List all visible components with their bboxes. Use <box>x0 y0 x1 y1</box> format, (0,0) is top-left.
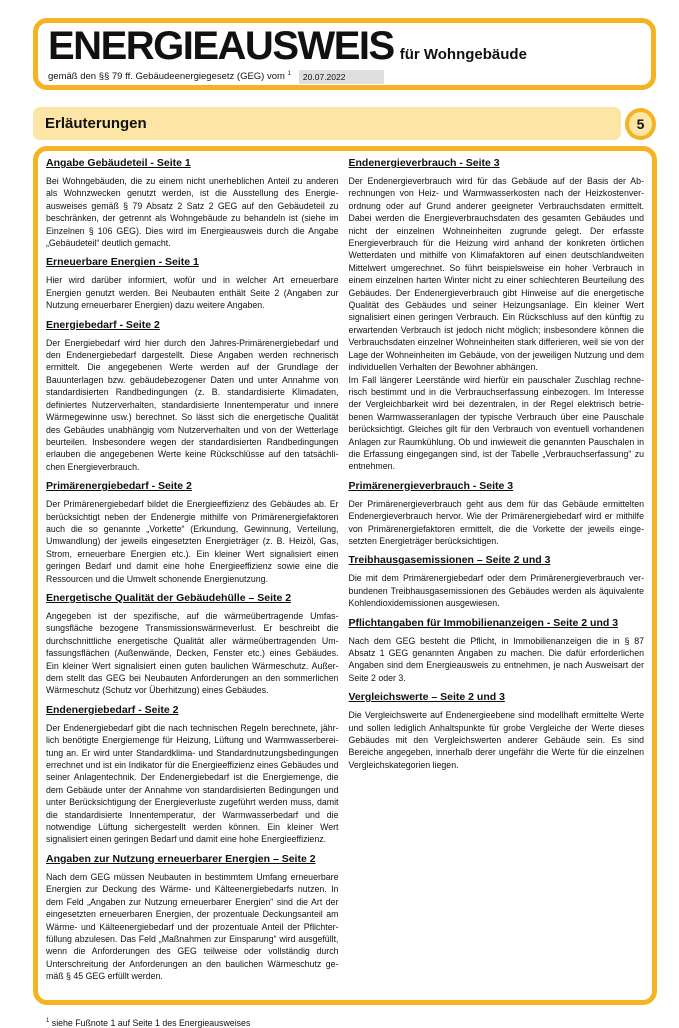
section-paragraph: Angegeben ist der spezifische, auf die wärmeübertragende Umfassungsfläche bezogene Transmissionswärmeverlust. Er beschreibt die durchschnittliche energetische Qualität aller wärmeübertragenden Umfassungsflächen (Außenwände, Decken, Fenster etc.) eines Gebäudes. Ein kleiner Wert signalisiert einen guten baulichen Wärmeschutz. Außerdem stellt das GEG bei Neubauten Anforderungen an den sommerlichen Wärmeschutz (Schutz vor Überhitzung) eines Gebäudes. <box>46 610 339 696</box>
right-column <box>349 157 645 990</box>
section-paragraph: Nach dem GEG besteht die Pflicht, in Immobilienanzeigen die in § 87 Absatz 1 GEG genannten Angaben zu machen. Die dafür erforderlichen Angaben sind dem Energieausweis zu entnehmen, je nach Ausweisart der Seite 2 oder 3. <box>348 635 644 683</box>
section-paragraph: Der Endenergieverbrauch wird für das Gebäude auf der Basis der Abrechnungen von Heiz- und Warmwasserkosten nach der Heizkostenverordnung oder auf Grund anderer geeigneter Verbrauchsdaten ermittelt. Dabei werden die Energieverbrauchsdaten des gesamten Gebäudes und nicht der einzelnen Wohneinheiten zugrunde gelegt. Der erfasste Energieverbrauch für die Heizung wird anhand der konkreten örtlichen Wetterdaten und mithilfe von Klimafaktoren auf einen deutschlandweiten Mittelwert umgerechnet. So führt beispielsweise ein hoher Verbrauch in einem einzelnen harten Winter nicht zu einer schlechteren Beurteilung des Gebäudes. Der Endenergieverbrauch gibt Hinweise auf die energetische Qualität des Gebäudes und seiner Heizungsanlage. Ein kleiner Wert signalisiert einen geringen Verbrauch. Ein Rückschluss auf den künftig zu erwartenden Verbrauch ist jedoch nicht möglich; insbesondere können die Verbrauchsdaten einzelner Wohneinheiten stark differieren, weil sie von der Lage der Wohneinheiten im Gebäude, von der jeweiligen Nutzung und dem individuellen Verhalten der Bewohner abhängen. <box>348 176 644 373</box>
section-paragraph: Der Primärenergieverbrauch geht aus dem für das Gebäude ermittelten Endenergieverbrauch hervor. Wie der Primärenergiebedarf wird er mithilfe von Primärenergiefaktoren ermittelt, die die Vorkette der jeweils eingesetzten Energieträger berücksichtigen. <box>348 498 644 546</box>
section-heading: Endenergiebedarf - Seite 2 <box>46 703 179 716</box>
law-reference <box>48 71 291 82</box>
left-column <box>46 157 339 990</box>
page-number-badge: 5 <box>625 108 656 140</box>
section-paragraph: Der Energiebedarf wird hier durch den Jahres-Primärenergiebedarf und den Endenergiebedarf dargestellt. Diese Angaben werden rechnerisch ermittelt. Die angegebenen Werte werden auf der Grundlage der Bauunterlagen bzw. gebäudebezogener Daten und unter Annahme von standardisierten Randbedingungen (z. B. standardisierte Klimadaten, definiertes Nutzerverhalten, standardisierte Innentemperatur und innere Wärmegewinne usw.) berechnet. So lässt sich die energetische Qualität des Gebäudes unabhängig vom Nutzerverhalten und von der Wetterlage beurteilen. Insbesondere wegen der standardisierten Randbedingungen erlauben die angegebenen Werte keine Rückschlüsse auf den tatsächlichen Energieverbrauch. <box>46 337 339 472</box>
section-heading: Primärenergieverbrauch - Seite 3 <box>348 479 514 492</box>
document-title: ENERGIEAUSWEIS <box>48 24 394 68</box>
date-field[interactable]: 20.07.2022 <box>299 70 384 84</box>
footnote <box>46 1015 657 1028</box>
section-paragraph: Hier wird darüber informiert, wofür und in welcher Art erneuerbare Energien genutzt werden. Bei Neubauten enthält Seite 2 (Angaben zur Nutzung erneuerbarer Energien) dazu weitere Angaben. <box>46 275 339 311</box>
title-row <box>48 25 641 67</box>
section-paragraph: Im Fall längerer Leerstände wird hierfür ein pauschaler Zuschlag rechnerisch bestimmt und in die Verbrauchserfassung einbezogen. Im Interesse der Vergleichbarkeit wird bei dezentralen, in der Regel elektrisch betriebenen Warmwasseranlagen der typische Verbrauch über eine Pauschale berücksichtigt. Gleiches gilt für den Verbrauch von eventuell vorhandenen Anlagen zur Raumkühlung. Ob und inwieweit die genannten Pauschalen in die Erfassung eingegangen sind, ist der Tabelle „Verbrauchserfassung“ zu entnehmen. <box>348 374 644 472</box>
footnote-mark: 1 <box>287 71 291 78</box>
section-heading: Pflichtangaben für Immobilienanzeigen - Seite 2 und 3 <box>348 616 619 629</box>
section-title: Erläuterungen <box>33 107 621 140</box>
section-heading: Angabe Gebäudeteil - Seite 1 <box>46 157 191 169</box>
section-paragraph: Der Primärenergiebedarf bildet die Energieeffizienz des Gebäudes ab. Er berücksichtigt neben der Endenergie mithilfe von Primärenergiefaktoren auch die so genannte „Vorkette“ (Erkundung, Gewinnung, Verteilung, Umwandlung) der jeweils eingesetzten Energieträger (z. B. Heizöl, Gas, Strom, erneuerbare Energien etc.). Ein kleiner Wert signalisiert einen geringen Bedarf und damit eine hohe Energieeffizienz sowie eine die Ressourcen und die Umwelt schonende Energienutzung. <box>46 499 339 584</box>
section-paragraph: Die mit dem Primärenergiebedarf oder dem Primärenergieverbrauch verbundenen Treibhausgasemissionen des Gebäudes werden als äquivalente Kohlendioxidemissionen ausgewiesen. <box>348 573 644 609</box>
document-subtitle: für Wohngebäude <box>399 46 527 63</box>
document-header <box>33 18 656 90</box>
section-heading: Angaben zur Nutzung erneuerbarer Energien – Seite 2 <box>46 852 316 865</box>
footnote-number: 1 <box>46 1017 50 1024</box>
law-text: gemäß den §§ 79 ff. Gebäudeenergiegesetz (GEG) vom <box>48 71 285 83</box>
section-paragraph: Bei Wohngebäuden, die zu einem nicht unerheblichen Anteil zu anderen als Wohnzwecken genutzt werden, ist die Ausstellung des Energieausweises gemäß § 79 Absatz 2 Satz 2 GEG auf den Gebäudeteil zu beschränken, der getrennt als Wohngebäude zu behandeln ist (siehe im Einzelnen § 106 GEG). Dies wird im Energieausweis durch die Angabe „Gebäudeteil“ deutlich gemacht. <box>46 176 339 249</box>
explanations-box <box>33 146 657 1005</box>
section-heading: Energetische Qualität der Gebäudehülle – Seite 2 <box>46 591 292 604</box>
section-heading: Primärenergiebedarf - Seite 2 <box>46 480 192 493</box>
section-paragraph: Der Endenergiebedarf gibt die nach technischen Regeln berechnete, jährlich benötigte Energiemenge für Heizung, Lüftung und Warmwasserbereitung an. Er wird unter Standardklima- und Standardnutzungsbedingungen errechnet und ist ein Indikator für die Energieeffizienz eines Gebäudes und seiner Anlagentechnik. Der Endenergiebedarf ist die Energiemenge, die dem Gebäude unter der Annahme von standardisierten Bedingungen und unter Berücksichtigung der Energieverluste zugeführt werden muss, damit die standardisierte Innentemperatur, der Warmwasserbedarf und die notwendige Lüftung sichergestellt werden können. Ein kleiner Wert signalisiert einen geringen Bedarf und damit eine hohe Energieeffizienz. <box>46 722 339 845</box>
section-heading: Erneuerbare Energien - Seite 1 <box>46 256 199 269</box>
section-paragraph: Die Vergleichswerte auf Endenergieebene sind modellhaft ermittelte Werte und sollen lediglich Anhaltspunkte für grobe Vergleiche der Werte dieses Gebäudes mit den Vergleichswerten anderer Gebäude sein. Es sind Bereiche angegeben, innerhalb derer ungefähr die Werte für die einzelnen Vergleichskategorien liegen. <box>348 710 644 770</box>
footnote-text: siehe Fußnote 1 auf Seite 1 des Energieausweises <box>51 1017 251 1028</box>
section-heading: Treibhausgasemissionen – Seite 2 und 3 <box>348 554 551 567</box>
section-heading: Endenergieverbrauch - Seite 3 <box>348 157 500 169</box>
law-row <box>48 70 641 84</box>
section-heading: Energiebedarf - Seite 2 <box>46 318 160 331</box>
section-bar <box>33 107 656 140</box>
section-paragraph: Nach dem GEG müssen Neubauten in bestimmtem Umfang erneuerbare Energien zur Deckung des Wärme- und Kälteenergiebedarfs nutzen. In dem Feld „Angaben zur Nutzung erneuerbarer Energien“ sind die Art der eingesetzten erneuerbaren Energien, der prozentuale Deckungsanteil am Wärme- und Kälteenergiebedarf und der prozentuale Anteil der Pflichterfüllung abzulesen. Das Feld „Maßnahmen zur Einsparung“ wird ausgefüllt, wenn die Anforderungen des GEG teilweise oder vollständig durch Unterschreitung der Anforderungen an den baulichen Wärmeschutz gemäß § 45 GEG erfüllt werden. <box>46 871 339 982</box>
section-heading: Vergleichswerte – Seite 2 und 3 <box>348 691 505 704</box>
